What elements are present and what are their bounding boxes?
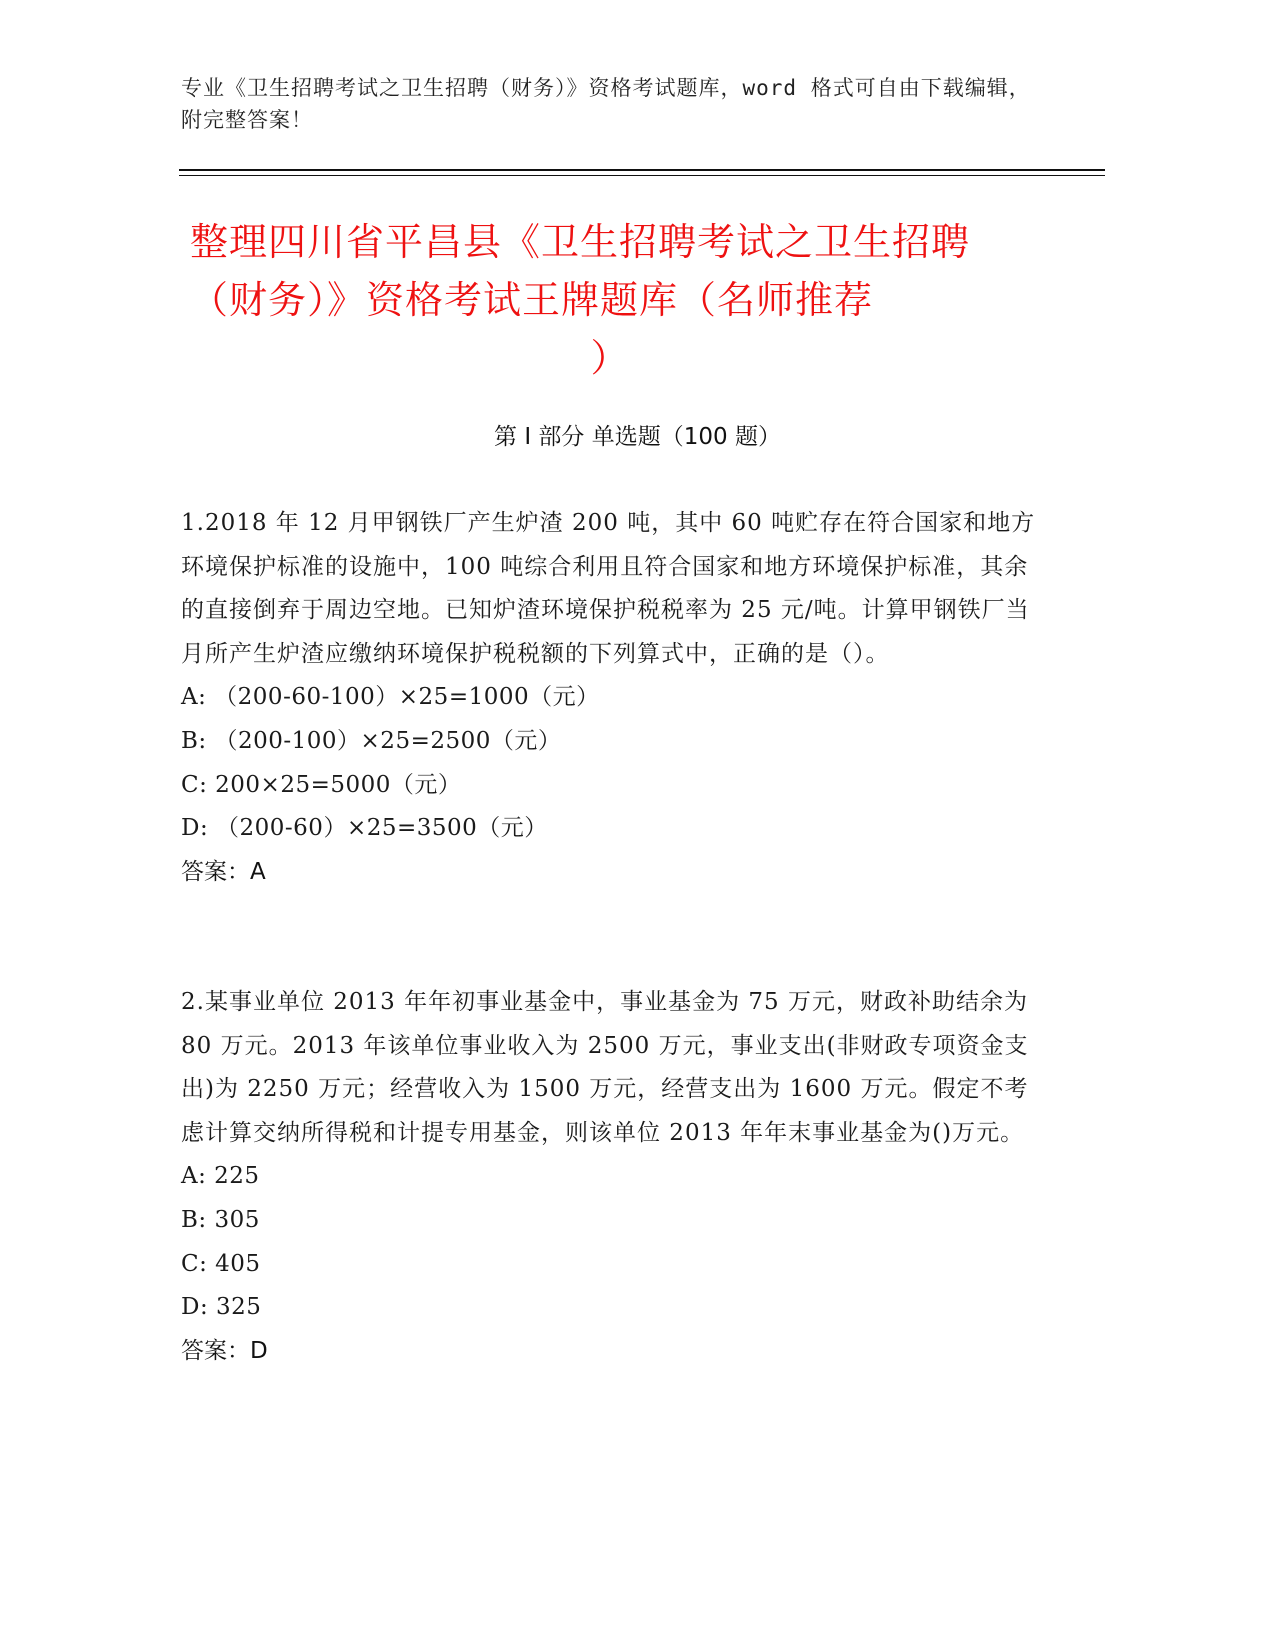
option-c: C: 405 <box>181 1250 261 1277</box>
question-stem: 2.某事业单位 2013 年年初事业基金中，事业基金为 75 万元，财政补助结余为 80 万元。2013 年该单位事业收入为 2500 万元，事业支出(非财政专项资金支出)为 2250 万元；经营收入为 1500 万元，经营支出为 1600 万元。假定不考虑计算交纳所得税和计提专用基金，则该单位 2013 年年末事业基金为()万元。 <box>181 989 1029 1146</box>
answer: 答案：D <box>181 1337 268 1364</box>
answer: 答案：A <box>181 858 266 885</box>
option-a: A: （200-60-100）×25=1000（元） <box>181 684 600 711</box>
header-note: 专业《卫生招聘考试之卫生招聘（财务）》资格考试题库，word 格式可自由下载编辑，附完整答案！ <box>181 76 1031 132</box>
option-c: C: 200×25=5000（元） <box>181 771 462 798</box>
document-title <box>190 213 1030 387</box>
question-2 <box>181 981 1041 1373</box>
option-d: D: （200-60）×25=3500（元） <box>181 815 548 842</box>
option-d: D: 325 <box>181 1294 262 1321</box>
document-title-main: 整理四川省平昌县《卫生招聘考试之卫生招聘（财务）》资格考试王牌题库（名师推荐 <box>190 220 971 322</box>
question-1 <box>181 502 1041 894</box>
question-stem: 1.2018 年 12 月甲钢铁厂产生炉渣 200 吨，其中 60 吨贮存在符合国家和地方环境保护标准的设施中，100 吨综合利用且符合国家和地方环境保护标准，其余的直接倒弃于周边空地。已知炉渣环境保护税税率为 25 元/吨。计算甲钢铁厂当月所产生炉渣应缴纳环境保护税税额的下列算式中，正确的是（）。 <box>181 510 1036 667</box>
document-title-tail: ） <box>590 336 630 380</box>
section-heading: 第 I 部分 单选题（100 题） <box>494 424 781 450</box>
header-divider-thick <box>179 169 1105 171</box>
option-a: A: 225 <box>181 1163 260 1190</box>
header-divider-thin <box>179 175 1105 176</box>
option-b: B: （200-100）×25=2500（元） <box>181 727 562 754</box>
option-b: B: 305 <box>181 1206 260 1233</box>
